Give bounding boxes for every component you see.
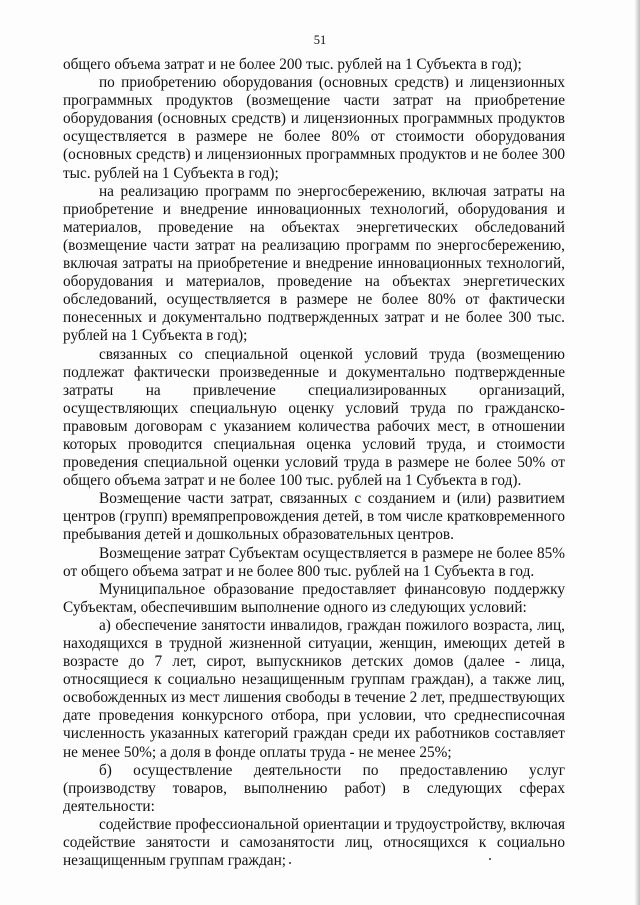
- paragraph-career-guidance: содействие профессиональной ориентации и трудоустройству, включая содействие занятости и самозанятости лиц, относящихся к социально незащищенным группам граждан;: [63, 815, 565, 870]
- scan-speck: [489, 858, 491, 860]
- paragraph-condition-b: б) осуществление деятельности по предоставлению услуг (производству товаров, выполнению работ) в следующих сферах деятельности:: [63, 761, 565, 815]
- paragraph-labor-assessment: связанных со специальной оценкой условий труда (возмещению подлежат фактически произведенные и документально подтвержденные затраты на привлечение специализированных организаций, осуществляющих специальную оценку условий труда по гражданско-правовым договорам с указанием количества рабочих мест, в отношении которых проводится специальная оценка условий труда, и стоимости проведения специальной оценки условий труда в размере не более 50% от общего объема затрат и не более 100 тыс. рублей на 1 Субъекта в год).: [63, 345, 565, 490]
- paragraph-equipment: по приобретению оборудования (основных средств) и лицензионных программных продуктов (возмещение части затрат на приобретение оборудования (основных средств) и лицензионных программных продуктов осуществляется в размере не более 80% от стоимости оборудования (основных средств) и лицензионных программных продуктов и не более 300 тыс. рублей на 1 Субъекта в год);: [63, 74, 565, 182]
- paragraph-continuation: общего объема затрат и не более 200 тыс. рублей на 1 Субъекта в год);: [63, 56, 522, 73]
- paragraph-reimbursement-limit: Возмещение затрат Субъектам осуществляется в размере не более 85% от общего объема затрат и не более 800 тыс. рублей на 1 Субъекта в год.: [63, 544, 565, 580]
- page-number: 51: [313, 33, 327, 47]
- scan-speck: [289, 862, 291, 864]
- paragraph-energy-saving: на реализацию программ по энергосбережению, включая затраты на приобретение и внедрение инновационных технологий, оборудования и материалов, проведение на объектах энергетических обследований (возмещение части затрат на реализацию программ по энергосбережению, включая затраты на приобретение и внедрение инновационных технологий, оборудования и материалов, проведение на объектах энергетических обследований, осуществляется в размере не более 80% от фактически понесенных и документально подтвержденных затрат и не более 300 тыс. рублей на 1 Субъекта в год);: [63, 182, 565, 345]
- document-body: [63, 56, 565, 870]
- paragraph-child-centers: Возмещение части затрат, связанных с созданием и (или) развитием центров (групп) времяпрепровождения детей, в том числе кратковременного пребывания детей и дошкольных образовательных центров.: [63, 490, 565, 544]
- paragraph-municipal-support: Муниципальное образование предоставляет финансовую поддержку Субъектам, обеспечившим выполнение одного из следующих условий:: [63, 580, 565, 616]
- scan-edge: [634, 0, 640, 905]
- paragraph-condition-a: а) обеспечение занятости инвалидов, граждан пожилого возраста, лиц, находящихся в трудной жизненной ситуации, женщин, имеющих детей в возрасте до 7 лет, сирот, выпускников детских домов (далее - лица, относящиеся к социально незащищенным группам граждан), а также лиц, освобожденных из мест лишения свободы в течение 2 лет, предшествующих дате проведения конкурсного отбора, при условии, что среднесписочная численность указанных категорий граждан среди их работников составляет не менее 50%; а доля в фонде оплаты труда - не менее 25%;: [63, 616, 565, 761]
